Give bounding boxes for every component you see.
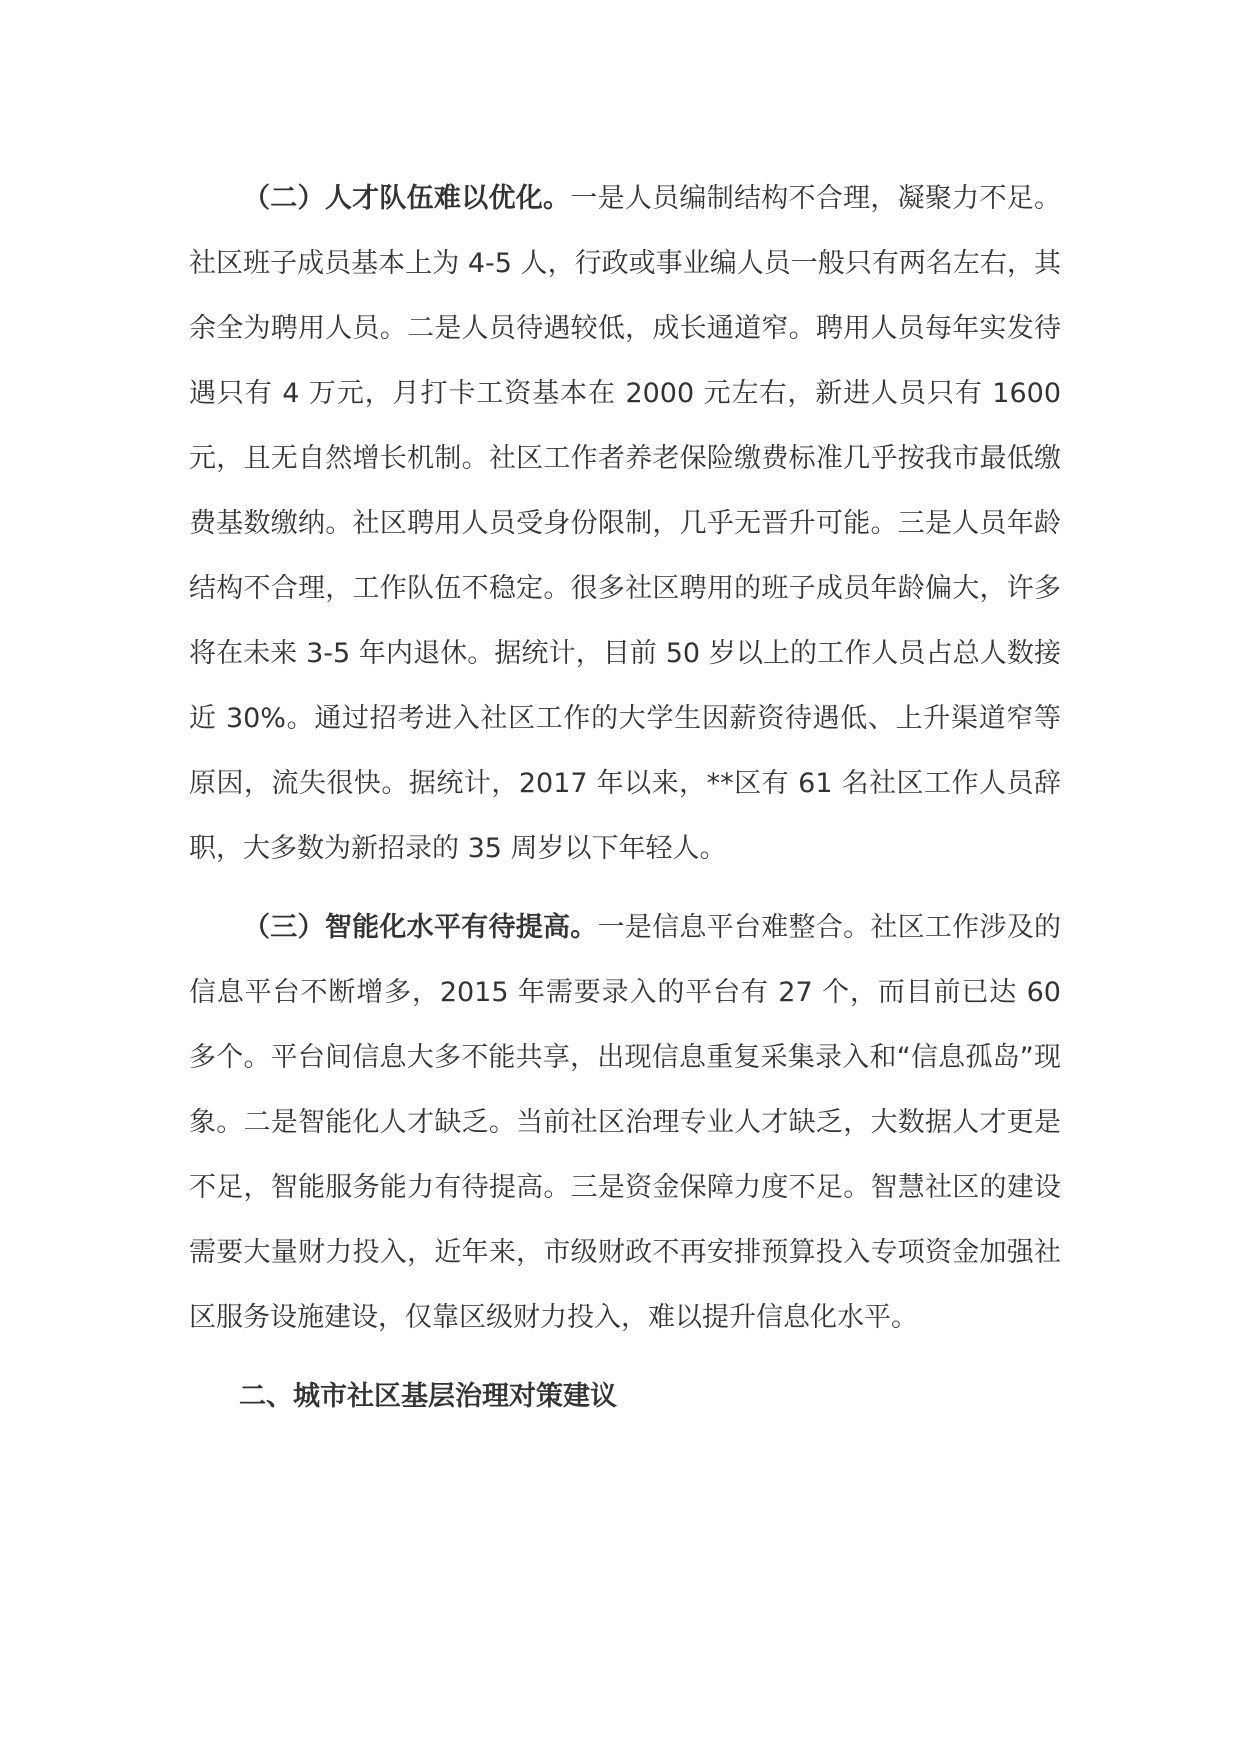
paragraph-talent-team: [189, 166, 1061, 881]
document-body: [189, 166, 1061, 1429]
section-heading-countermeasures: 二、城市社区基层治理对策建议: [239, 1381, 617, 1412]
paragraph-text-intelligence-level: 一是信息平台难整合。社区工作涉及的信息平台不断增多，2015 年需要录入的平台有 27 个，而目前已达 60 多个。平台间信息大多不能共享，出现信息重复采集录入和“信息孤岛”现象。二是智能化人才缺乏。当前社区治理专业人才缺乏，大数据人才更是不足，智能服务能力有待提高。三是资金保障力度不足。智慧社区的建设需要大量财力投入，近年来，市级财政不再安排预算投入专项资金加强社区服务设施建设，仅靠区级财力投入，难以提升信息化水平。: [189, 912, 1062, 1333]
paragraph-text-talent-team: 一是人员编制结构不合理，凝聚力不足。社区班子成员基本上为 4-5 人，行政或事业编人员一般只有两名左右，其余全为聘用人员。二是人员待遇较低，成长通道窄。聘用人员每年实发待遇只有 4 万元，月打卡工资基本在 2000 元左右，新进人员只有 1600 元，且无自然增长机制。社区工作者养老保险缴费标准几乎按我市最低缴费基数缴纳。社区聘用人员受身份限制，几乎无晋升可能。三是人员年龄结构不合理，工作队伍不稳定。很多社区聘用的班子成员年龄偏大，许多将在未来 3-5 年内退休。据统计，目前 50 岁以上的工作人员占总人数接近 30%。通过招考进入社区工作的大学生因薪资待遇低、上升渠道窄等原因，流失很快。据统计，2017 年以来，**区有 61 名社区工作人员辞职，大多数为新招录的 35 周岁以下年轻人。: [189, 183, 1062, 864]
paragraph-lead-talent-team: （二）人才队伍难以优化。: [243, 183, 571, 214]
paragraph-lead-intelligence-level: （三）智能化水平有待提高。: [243, 912, 598, 943]
paragraph-intelligence-level: [189, 895, 1061, 1350]
